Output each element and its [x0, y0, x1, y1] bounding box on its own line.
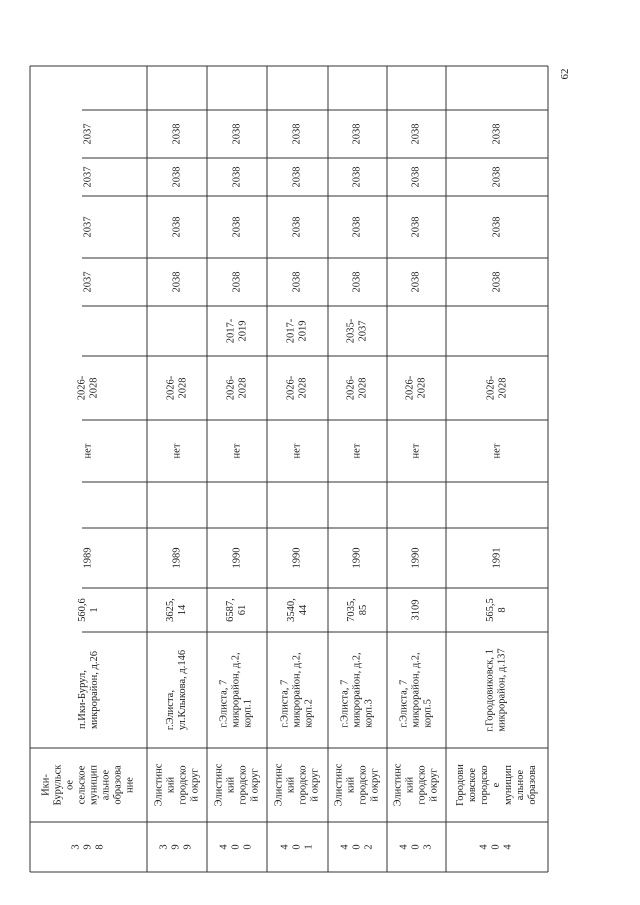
table-cell-c12 [207, 158, 267, 196]
table-cell-year [147, 528, 207, 588]
table-cell-text: 2038 [351, 216, 363, 238]
table-cell-text: 2038 [291, 123, 303, 145]
table-cell-area [207, 588, 267, 632]
table-cell-text: 2035- 2037 [345, 318, 369, 344]
table-cell-text: 2038 [171, 166, 182, 188]
table-cell-c12 [328, 158, 387, 196]
table-cell-municipality [328, 748, 387, 822]
table-cell-c7 [147, 420, 207, 482]
table-cell-text: 2038 [171, 216, 182, 238]
table-cell-text: 4 0 0 [219, 844, 254, 850]
table-cell-text: 2038 [491, 123, 502, 145]
table-cell-text: 2037 [82, 166, 94, 188]
table-cell-text: 2038 [410, 271, 422, 293]
table-cell-text: 4 0 1 [279, 844, 315, 850]
table-cell-c8 [147, 356, 207, 420]
table-cell-c7 [446, 420, 548, 482]
table-cell-c9 [446, 306, 548, 356]
table-cell-c13 [207, 110, 267, 158]
table-cell-c11 [387, 196, 446, 258]
table-cell-c6 [147, 482, 207, 528]
table-cell-area [147, 588, 207, 632]
table-cell-c7 [387, 420, 446, 482]
table-cell-c11 [147, 196, 207, 258]
table-cell-c12 [30, 158, 147, 196]
page-number: 62 [559, 68, 571, 80]
table-cell-text: 1990 [351, 547, 363, 569]
table-cell-c10 [328, 258, 387, 306]
table-cell-c12 [147, 158, 207, 196]
table-cell-text: 2038 [171, 123, 182, 145]
table-cell-text: 2038 [231, 123, 242, 145]
table-cell-text: 3109 [410, 599, 422, 621]
table-cell-num [446, 822, 548, 872]
table-cell-c13 [147, 110, 207, 158]
table-cell-c11 [446, 196, 548, 258]
table-cell-text: 2038 [231, 271, 242, 293]
table-cell-year [30, 528, 147, 588]
table-cell-c8 [328, 356, 387, 420]
table-cell-area [267, 588, 328, 632]
table-cell-year [387, 528, 446, 588]
table-cell-text: 1991 [491, 547, 502, 569]
table-cell-text: 2037 [82, 123, 94, 145]
table-cell-c8 [30, 356, 147, 420]
table-cell-text: нет [410, 443, 422, 459]
table-cell-municipality [446, 748, 548, 822]
table-cell-address [267, 632, 328, 748]
table-cell-text: Элистинс кий городско й округ [153, 763, 200, 807]
table-cell-c11 [207, 196, 267, 258]
table-cell-c11 [267, 196, 328, 258]
table-cell-municipality [30, 748, 147, 822]
table-cell-text: 2038 [410, 166, 422, 188]
table-cell-text: 2038 [410, 216, 422, 238]
table-cell-text: 2038 [171, 271, 182, 293]
table-cell-year [267, 528, 328, 588]
table-cell-num [387, 822, 446, 872]
table-cell-text: 565,5 8 [485, 598, 508, 622]
table-cell-text: 2026- 2028 [404, 375, 428, 401]
table-cell-c13 [387, 110, 446, 158]
table-cell-municipality [387, 748, 446, 822]
table-cell-text: 2038 [491, 271, 502, 293]
table-cell-c8 [446, 356, 548, 420]
table-cell-c6 [207, 482, 267, 528]
table-cell-year [207, 528, 267, 588]
table-cell-c10 [30, 258, 147, 306]
table-cell-text: 3540, 44 [285, 598, 309, 622]
table-cell-area [446, 588, 548, 632]
table-cell-c12 [446, 158, 548, 196]
table-cell-c9 [328, 306, 387, 356]
table-cell-text: 2026- 2028 [485, 375, 508, 401]
table-cell-text: г.Элиста, 7 микрорайон, д.2, корп.5 [398, 652, 434, 728]
table-cell-c7 [207, 420, 267, 482]
table-cell-area [328, 588, 387, 632]
table-cell-c10 [267, 258, 328, 306]
table-cell-text: г.Элиста, ул.Клыкова, д.146 [165, 649, 188, 731]
table-cell-text: 2038 [231, 166, 242, 188]
table-cell-c6 [446, 482, 548, 528]
table-cell-text: 2038 [291, 216, 303, 238]
table-cell-text: 1990 [410, 547, 422, 569]
table-cell-text: 1989 [82, 547, 94, 569]
table-cell-c6 [328, 482, 387, 528]
table-cell-text: г.Элиста, 7 микрорайон, д.2, корп.2 [279, 652, 315, 728]
table-cell-num [328, 822, 387, 872]
table-cell-c8 [207, 356, 267, 420]
table-cell-text: 3625, 14 [165, 598, 188, 622]
table-cell-text: 6587, 61 [225, 598, 248, 622]
table-cell-text: г.Элиста, 7 микрорайон, д.2, корп.1 [219, 652, 255, 728]
table-cell-text: 1989 [171, 547, 182, 569]
table-cell-c12 [387, 158, 446, 196]
table-cell-text: 1990 [231, 547, 242, 569]
table-cell-text: Элистинс кий городско й округ [273, 763, 321, 807]
table-cell-municipality [207, 748, 267, 822]
table-cell-text: Элистинс кий городско й округ [392, 763, 440, 807]
table-cell-text: 4 0 2 [339, 844, 375, 850]
table-cell-c7 [328, 420, 387, 482]
table-cell-text: 4 0 3 [398, 844, 434, 850]
table-cell-text: 2017- 2019 [225, 318, 248, 344]
table-cell-text: 2026- 2028 [76, 375, 100, 401]
table-cell-c9 [267, 306, 328, 356]
table-cell-text: нет [491, 443, 502, 459]
table-cell-text: 560,6 1 [76, 598, 100, 622]
table-cell-text: 2037 [82, 216, 94, 238]
table-cell-address [446, 632, 548, 748]
table-cell-c13 [267, 110, 328, 158]
table-cell-address [387, 632, 446, 748]
table-cell-c12 [267, 158, 328, 196]
table-cell-municipality [147, 748, 207, 822]
table-cell-text: 2037 [82, 271, 94, 293]
table-cell-text: Ики- Бурульск ое сельское муницип альное образова ние [40, 764, 136, 806]
table-cell-text: 2038 [491, 166, 502, 188]
table-cell-address [207, 632, 267, 748]
table-cell-address [328, 632, 387, 748]
table-cell-c8 [387, 356, 446, 420]
table-cell-text: 3 9 9 [159, 844, 194, 850]
table-cell-text: 2017- 2019 [285, 318, 309, 344]
table-cell-text: п.Ики-Бурул, микрорайон, д.26 [76, 651, 100, 729]
table-cell-municipality [267, 748, 328, 822]
table-cell-text: 2038 [231, 216, 242, 238]
table-cell-c13 [328, 110, 387, 158]
table-cell-num [30, 822, 147, 872]
table-cell-text: нет [171, 443, 182, 459]
table-cell-address [30, 632, 147, 748]
table-cell-c11 [30, 196, 147, 258]
table-cell-c11 [328, 196, 387, 258]
table-cell-area [30, 588, 147, 632]
table-cell-c13 [446, 110, 548, 158]
table-cell-text: г.Городовиковск, 1 микрорайон, д.137 [484, 648, 508, 732]
table-cell-c9 [147, 306, 207, 356]
table-cell-c10 [207, 258, 267, 306]
table-cell-text: Элистинс кий городско й округ [213, 763, 260, 807]
table-cell-c10 [387, 258, 446, 306]
table-cell-text: Элистинс кий городско й округ [333, 763, 381, 807]
table-cell-c6 [267, 482, 328, 528]
table-cell-num [147, 822, 207, 872]
table-cell-text: 2026- 2028 [165, 375, 188, 401]
table-cell-text: 2026- 2028 [345, 375, 369, 401]
table-cell-text: 2026- 2028 [285, 375, 309, 401]
table-cell-num [267, 822, 328, 872]
table-cell-text: 2038 [351, 166, 363, 188]
table-cell-c7 [267, 420, 328, 482]
table-cell-c10 [446, 258, 548, 306]
table-cell-c8 [267, 356, 328, 420]
table-cell-c9 [387, 306, 446, 356]
table-cell-c6 [387, 482, 446, 528]
table-cell-text: 2038 [351, 123, 363, 145]
table-cell-c9 [207, 306, 267, 356]
table-cell-c6 [30, 482, 147, 528]
table-cell-text: 2038 [410, 123, 422, 145]
table-cell-text: нет [351, 443, 363, 459]
table-cell-area [387, 588, 446, 632]
table-cell-text: 2038 [351, 271, 363, 293]
table-cell-address [147, 632, 207, 748]
table-cell-text: 2026- 2028 [225, 375, 248, 401]
table-cell-num [207, 822, 267, 872]
table-cell-text: 1990 [291, 547, 303, 569]
table-cell-text: 2038 [291, 166, 303, 188]
table-cell-text: 3 9 8 [70, 844, 106, 850]
table-cell-c9 [30, 306, 147, 356]
table-cell-year [328, 528, 387, 588]
table-cell-text: 2038 [291, 271, 303, 293]
table-cell-text: нет [231, 443, 242, 459]
table-cell-c7 [30, 420, 147, 482]
table-cell-text: Городови ковское городско е муницип альное образова [454, 764, 538, 806]
table-cell-year [446, 528, 548, 588]
table-cell-text: нет [82, 443, 94, 459]
table-cell-text: 4 0 4 [479, 844, 514, 850]
table-cell-text: нет [291, 443, 303, 459]
table-cell-text: г.Элиста, 7 микрорайон, д.2, корп.3 [339, 652, 375, 728]
table-cell-text: 2038 [491, 216, 502, 238]
table-cell-c10 [147, 258, 207, 306]
table-cell-text: 7035, 85 [345, 598, 369, 622]
table-cell-c13 [30, 110, 147, 158]
